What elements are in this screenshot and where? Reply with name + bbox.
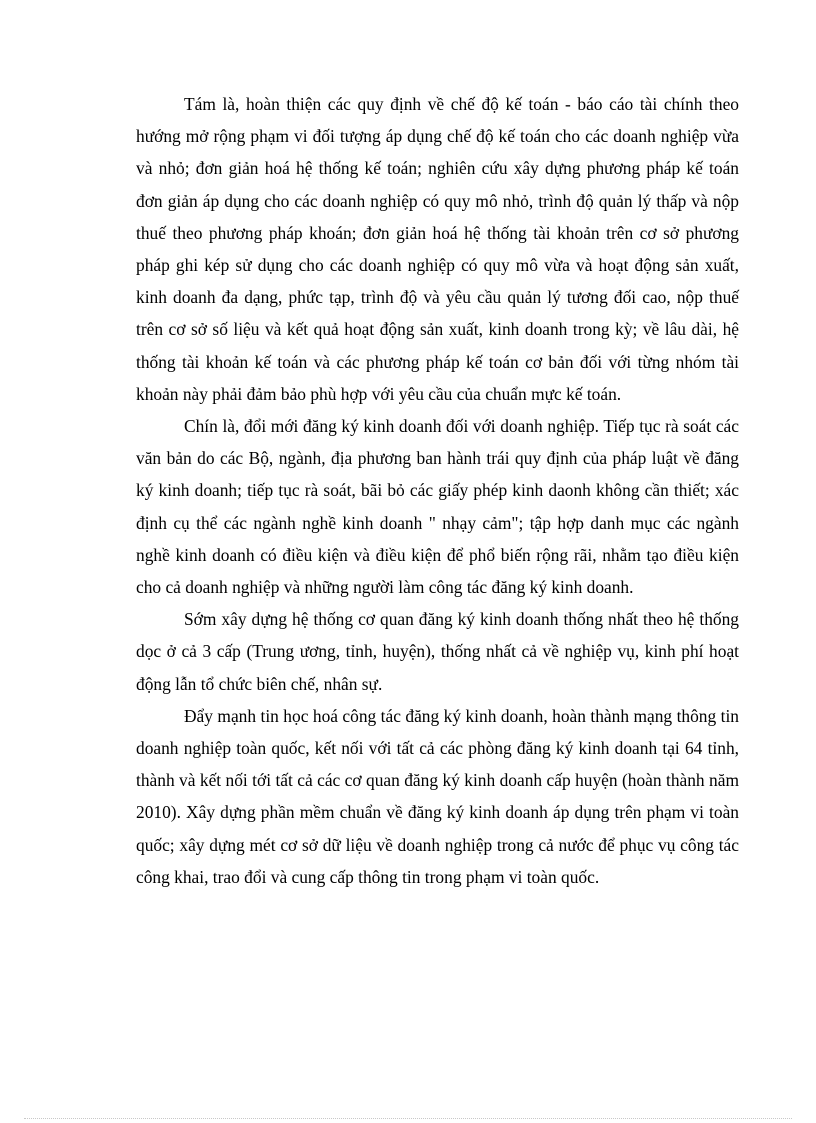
page-bottom-divider — [24, 1118, 792, 1119]
paragraph-tin-hoc-hoa: Đẩy mạnh tin học hoá công tác đăng ký kinh doanh, hoàn thành mạng thông tin doanh nghiệp toàn quốc, kết nối với tất cả các phòng đăng ký kinh doanh tại 64 tỉnh, thành và kết nối tới tất cả các cơ quan đăng ký kinh doanh cấp huyện (hoàn thành năm 2010). Xây dựng phần mềm chuẩn về đăng ký kinh doanh áp dụng trên phạm vi toàn quốc; xây dựng mét cơ sở dữ liệu về doanh nghiệp trong cả nước để phục vụ công tác công khai, trao đổi và cung cấp thông tin trong phạm vi toàn quốc. — [136, 705, 739, 887]
paragraph-co-quan-dang-ky: Sớm xây dựng hệ thống cơ quan đăng ký kinh doanh thống nhất theo hệ thống dọc ở cả 3 cấp (Trung ương, tỉnh, huyện), thống nhất cả về nghiệp vụ, kinh phí hoạt động lẫn tổ chức biên chế, nhân sự. — [136, 609, 739, 694]
paragraph-chin-la: Chín là, đổi mới đăng ký kinh doanh đối với doanh nghiệp. Tiếp tục rà soát các văn bản do các Bộ, ngành, địa phương ban hành trái quy định của pháp luật về đăng ký kinh doanh; tiếp tục rà soát, bãi bỏ các giấy phép kinh daonh không cần thiết; xác định cụ thể các ngành nghề kinh doanh " nhạy cảm"; tập hợp danh mục các ngành nghề kinh doanh có điều kiện và điều kiện để phổ biến rộng rãi, nhằm tạo điều kiện cho cả doanh nghiệp và những người làm công tác đăng ký kinh doanh. — [136, 416, 739, 598]
document-body — [136, 88, 739, 893]
paragraph-tam-la: Tám là, hoàn thiện các quy định về chế độ kế toán - báo cáo tài chính theo hướng mở rộng phạm vi đối tượng áp dụng chế độ kế toán cho các doanh nghiệp vừa và nhỏ; đơn giản hoá hệ thống kế toán; nghiên cứu xây dựng phương pháp kế toán đơn giản áp dụng cho các doanh nghiệp có quy mô nhỏ, trình độ quản lý thấp và nộp thuế theo phương pháp khoán; đơn giản hoá hệ thống tài khoản trên cơ sở phương pháp ghi kép sử dụng cho các doanh nghiệp có quy mô vừa và hoạt động sản xuất, kinh doanh đa dạng, phức tạp, trình độ và yêu cầu quản lý tương đối cao, nộp thuế trên cơ sở số liệu và kết quả hoạt động sản xuất, kinh doanh trong kỳ; về lâu dài, hệ thống tài khoản kế toán và các phương pháp kế toán cơ bản đối với từng nhóm tài khoản này phải đảm bảo phù hợp với yêu cầu của chuẩn mực kế toán. — [136, 94, 739, 404]
